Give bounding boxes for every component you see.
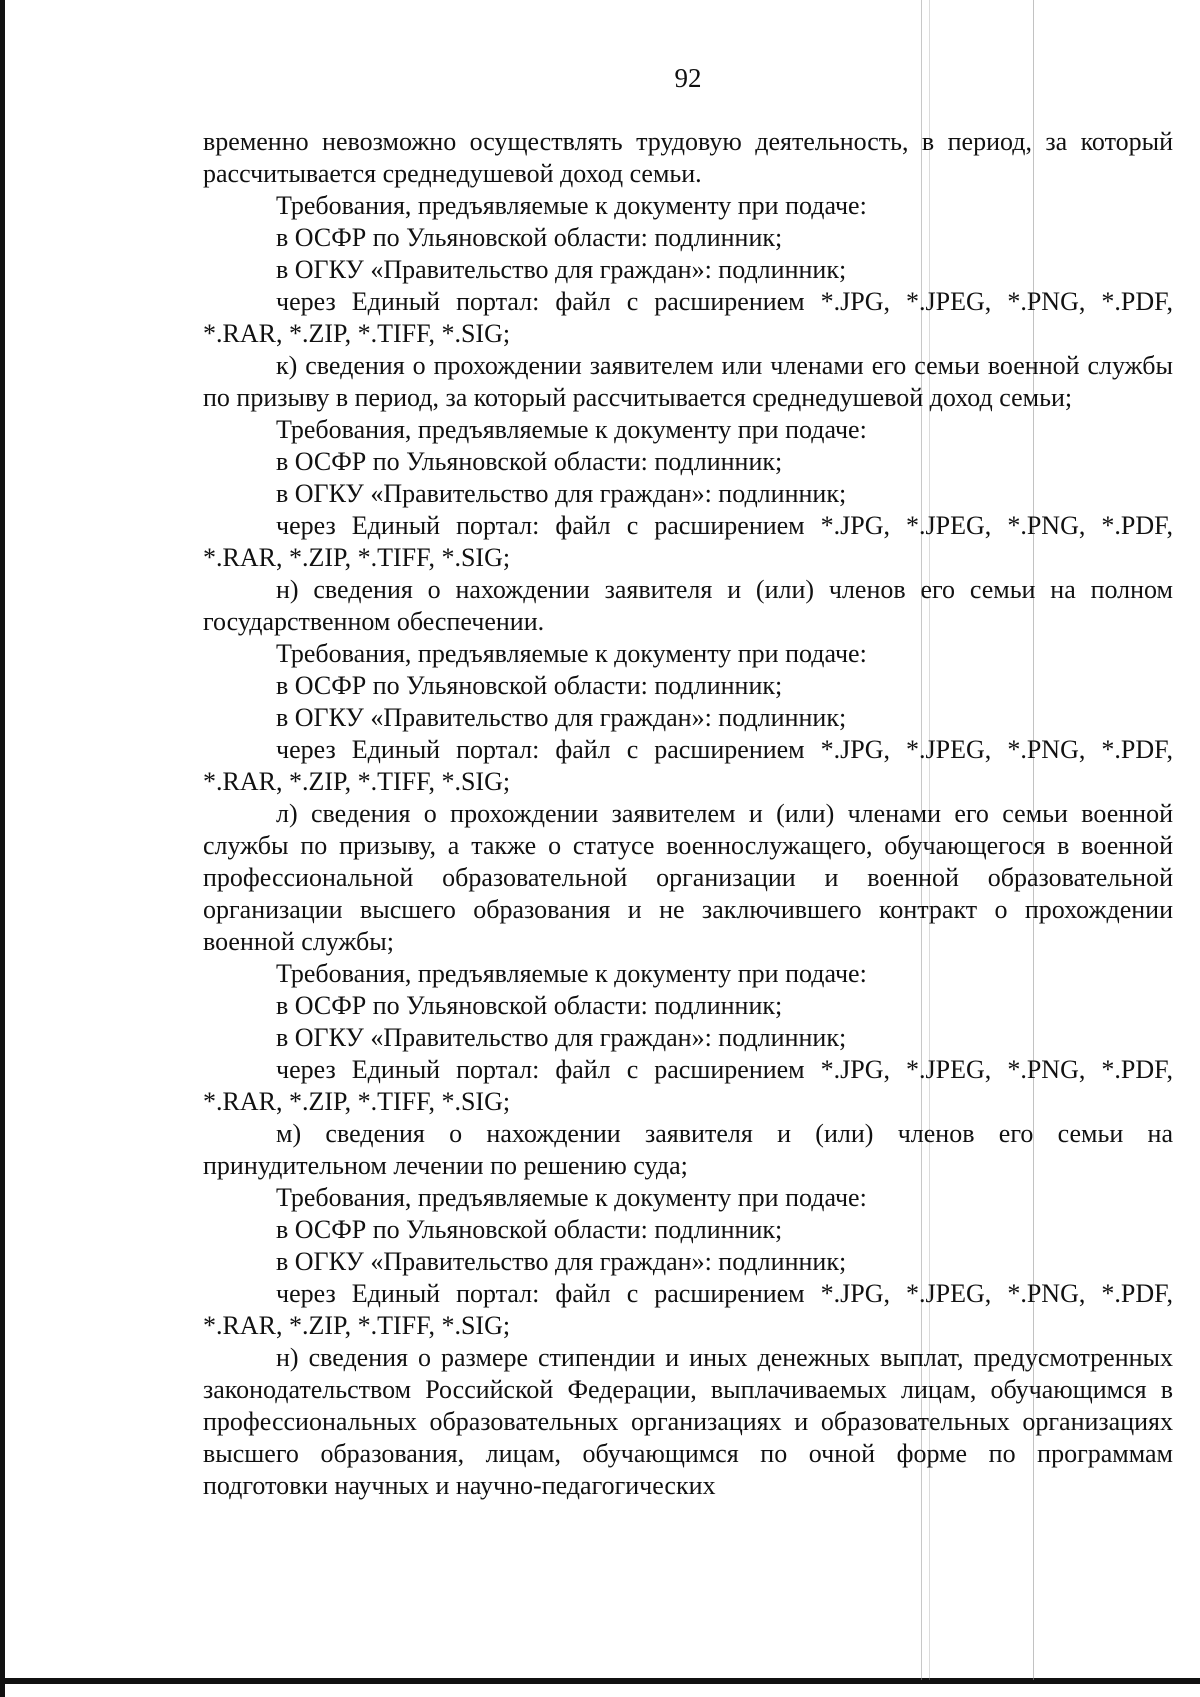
paragraph: через Единый портал: файл с расширением *.JPG, *.JPEG, *.PNG, *.PDF, *.RAR, *.ZIP, *.TIFF, *.SIG; [203,1055,1173,1116]
paragraph: м) сведения о нахождении заявителя и (или) членов его семьи на принудительном лечении по решению суда; [203,1119,1173,1180]
paragraph: через Единый портал: файл с расширением *.JPG, *.JPEG, *.PNG, *.PDF, *.RAR, *.ZIP, *.TIFF, *.SIG; [203,735,1173,796]
paragraph: в ОСФР по Ульяновской области: подлинник; [276,223,783,252]
paragraph: в ОГКУ «Правительство для граждан»: подлинник; [276,1247,847,1276]
paragraph: Требования, предъявляемые к документу при подаче: [276,639,867,668]
paragraph: в ОГКУ «Правительство для граждан»: подлинник; [276,479,847,508]
scan-border-bottom [0,1678,1200,1684]
paragraph: через Единый портал: файл с расширением *.JPG, *.JPEG, *.PNG, *.PDF, *.RAR, *.ZIP, *.TIFF, *.SIG; [203,1279,1173,1340]
paragraph: в ОСФР по Ульяновской области: подлинник; [276,447,783,476]
paragraph: в ОСФР по Ульяновской области: подлинник; [276,671,783,700]
paragraph: л) сведения о прохождении заявителем и (или) членами его семьи военной службы по призыву, а также о статусе военнослужащего, обучающегося в военной профессиональной образовательной организации и военной образовательной организации высшего образования и не заключившего контракт о прохождении военной службы; [203,799,1173,956]
page-number: 92 [674,63,702,93]
paragraph: временно невозможно осуществлять трудовую деятельность, в период, за который рассчитывается среднедушевой доход семьи. [203,127,1173,188]
scan-border-left [0,0,5,1697]
paragraph: н) сведения о размере стипендии и иных денежных выплат, предусмотренных законодательством Российской Федерации, выплачиваемых лицам, обучающимся в профессиональных образовательных организациях и образовательных организациях высшего образования, лицам, обучающимся по очной форме по программам подготовки научных и научно-педагогических [203,1343,1173,1500]
paragraph: Требования, предъявляемые к документу при подаче: [276,959,867,988]
paragraph: в ОГКУ «Правительство для граждан»: подлинник; [276,255,847,284]
document-body [203,126,1173,1502]
paragraph: через Единый портал: файл с расширением *.JPG, *.JPEG, *.PNG, *.PDF, *.RAR, *.ZIP, *.TIFF, *.SIG; [203,511,1173,572]
paragraph: к) сведения о прохождении заявителем или членами его семьи военной службы по призыву в период, за который рассчитывается среднедушевой доход семьи; [203,351,1173,412]
paragraph: через Единый портал: файл с расширением *.JPG, *.JPEG, *.PNG, *.PDF, *.RAR, *.ZIP, *.TIFF, *.SIG; [203,287,1173,348]
paragraph: Требования, предъявляемые к документу при подаче: [276,191,867,220]
paragraph: в ОГКУ «Правительство для граждан»: подлинник; [276,1023,847,1052]
paragraph: в ОГКУ «Правительство для граждан»: подлинник; [276,703,847,732]
paragraph: в ОСФР по Ульяновской области: подлинник; [276,991,783,1020]
paragraph: в ОСФР по Ульяновской области: подлинник; [276,1215,783,1244]
paragraph: Требования, предъявляемые к документу при подаче: [276,415,867,444]
paragraph: н) сведения о нахождении заявителя и (или) членов его семьи на полном государственном обеспечении. [203,575,1173,636]
paragraph: Требования, предъявляемые к документу при подаче: [276,1183,867,1212]
